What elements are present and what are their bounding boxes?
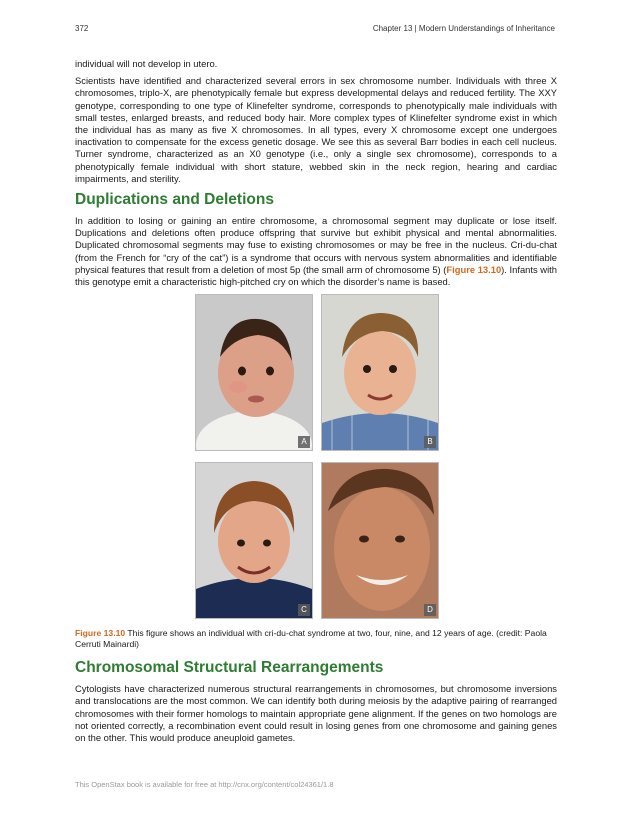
photo-panel-c (195, 462, 313, 619)
page-footer: This OpenStax book is available for free at http://cnx.org/content/col24361/1.8 (75, 780, 334, 789)
paragraph-text: In addition to losing or gaining an entire chromosome, a chromosomal segment may duplicate or lose itself. Duplications and deletions often produce offspring that survive but exhibit physical and mental abnormalities. Duplicated chromosomal segments may fuse to existing chromosomes or may be free in the nucleus. Cri-du-chat (from the French for “cry of the cat”) is a syndrome that occurs with nervous system abnormalities and identifiable physical features that result from a deletion of most 5p (the small arm of chromosome 5) ( (75, 215, 557, 275)
figure-13-10 (75, 294, 557, 624)
photo-panel-a (195, 294, 313, 451)
panel-label-c: C (298, 604, 310, 616)
toddler-photo (196, 295, 312, 450)
teen-photo (322, 463, 438, 618)
panel-label-d: D (424, 604, 436, 616)
figure-caption (75, 628, 557, 650)
caption-label: Figure 13.10 (75, 628, 126, 639)
paragraph-text: ). Infants with this genotype emit a characteristic high-pitched cry on which the disorder’s name is based. (75, 263, 557, 288)
heading-structural-rearrangements: Chromosomal Structural Rearrangements (75, 659, 384, 677)
paragraph-cri-du-chat (75, 215, 557, 288)
panel-label-a: A (298, 436, 310, 448)
page-content (75, 58, 557, 749)
panel-label-b: B (424, 436, 436, 448)
child-photo (322, 295, 438, 450)
paragraph-rearrangements: Cytologists have characterized numerous structural rearrangements in chromosomes, but chromosome inversions and translocations are the most common. We can identify both during meiosis by the adaptive pairing of rearranged chromosomes with their former homologs to maintain appropriate gene alignment. If the genes on two homologs are not oriented correctly, a recombination event could result in losing genes from one chromosome and gaining genes on the other. This would produce aneuploid gametes. (75, 683, 557, 744)
chapter-title: Chapter 13 | Modern Understandings of Inheritance (372, 24, 555, 33)
page-header (75, 24, 555, 36)
caption-text: This figure shows an individual with cri-du-chat syndrome at two, four, nine, and 12 years of age. (credit: Paola Cerruti Mainardi) (75, 628, 547, 650)
paragraph-intro: individual will not develop in utero. (75, 58, 218, 69)
boy-photo (196, 463, 312, 618)
photo-panel-d (321, 462, 439, 619)
paragraph-sex-chromosome-errors: Scientists have identified and characterized several errors in sex chromosome number. Individuals with three X chromosomes, triplo-X, are phenotypically female but express developmental delays and reduced fertility. The XXY genotype, corresponding to one type of Klinefelter syndrome, corresponds to phenotypically male individuals with small testes, enlarged breasts, and reduced body hair. More complex types of Klinefelter syndrome exist in which the individual has as many as five X chromosomes. In all types, every X chromosome except one undergoes inactivation to compensate for the excess genetic dosage. We see this as several Barr bodies in each cell nucleus. Turner syndrome, characterized as an X0 genotype (i.e., only a single sex chromosome), corresponds to a phenotypically female individual with short stature, webbed skin in the neck region, hearing and cardiac impairments, and sterility. (75, 75, 557, 184)
photo-panel-b (321, 294, 439, 451)
heading-duplications-deletions: Duplications and Deletions (75, 191, 274, 209)
page-number: 372 (75, 24, 89, 33)
figure-link[interactable]: Figure 13.10 (446, 263, 502, 275)
